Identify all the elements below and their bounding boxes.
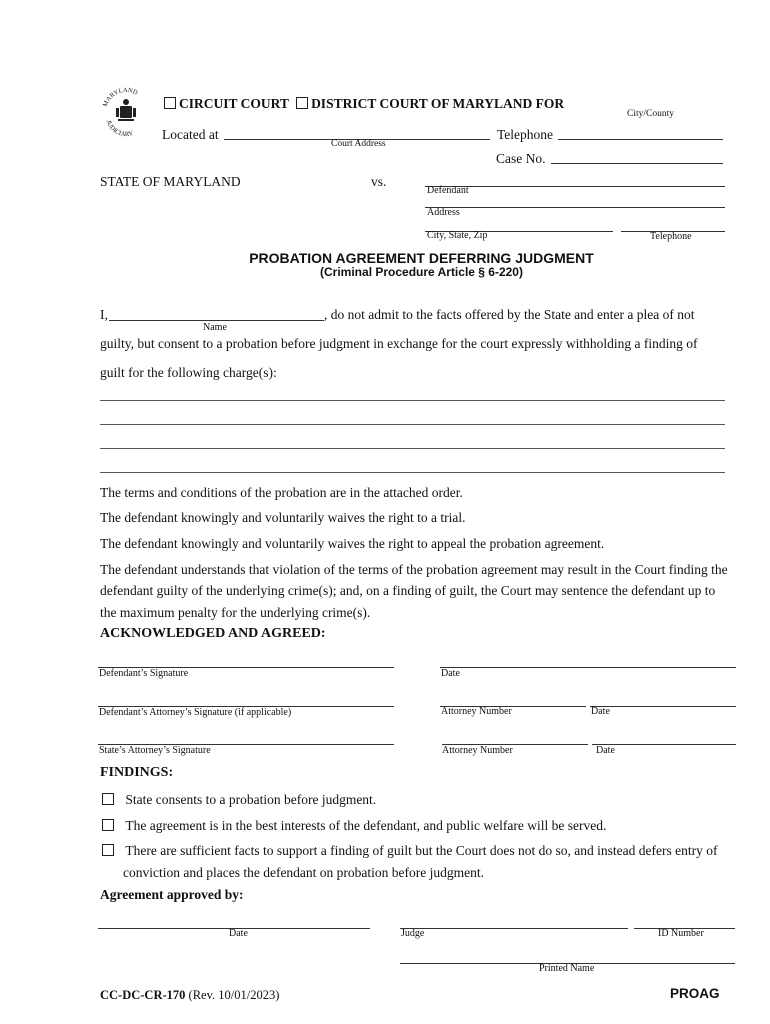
acknowledged-heading: ACKNOWLEDGED AND AGREED: xyxy=(100,626,326,641)
finding-2 xyxy=(102,818,606,834)
circuit-court-label: CIRCUIT COURT xyxy=(179,96,289,111)
court-selection xyxy=(164,96,564,112)
states-attorney-number-caption: Attorney Number xyxy=(442,745,513,756)
address-caption: Address xyxy=(427,207,460,218)
finding-1 xyxy=(102,792,376,808)
terms-text: The terms and conditions of the probation are in the attached order. xyxy=(100,485,463,500)
charge-line-4[interactable] xyxy=(100,472,725,473)
understands-line-1: The defendant understands that violation of the terms of the probation agreement may result in the Court finding the xyxy=(100,562,728,577)
body-line-3: guilt for the following charge(s): xyxy=(100,365,277,380)
i-label: I, xyxy=(100,307,108,322)
form-number: CC-DC-CR-170 xyxy=(100,988,186,1002)
charge-line-2[interactable] xyxy=(100,424,725,425)
city-state-zip-caption: City, State, Zip xyxy=(427,230,488,241)
finding-3-text-line-2: conviction and places the defendant on probation before judgment. xyxy=(123,865,485,880)
attorney-date-field[interactable] xyxy=(590,706,736,707)
defendant-date-field[interactable] xyxy=(440,667,736,668)
states-attorney-date-caption: Date xyxy=(596,745,615,756)
approval-date-caption: Date xyxy=(229,928,248,939)
finding-3 xyxy=(102,843,717,859)
form-subtitle: (Criminal Procedure Article § 6-220) xyxy=(320,265,523,279)
name-caption: Name xyxy=(203,322,227,333)
svg-text:MARYLAND: MARYLAND xyxy=(101,86,139,108)
charge-line-3[interactable] xyxy=(100,448,725,449)
attorney-signature-caption: Defendant’s Attorney’s Signature (if applicable) xyxy=(99,707,292,718)
circuit-court-checkbox[interactable] xyxy=(164,97,176,109)
district-court-label: DISTRICT COURT OF MARYLAND FOR xyxy=(311,96,565,111)
court-telephone-field[interactable] xyxy=(558,139,723,140)
findings-heading: FINDINGS: xyxy=(100,765,174,780)
approved-by-label: Agreement approved by: xyxy=(100,887,244,902)
finding-2-text: The agreement is in the best interests of the defendant, and public welfare will be served. xyxy=(125,818,607,833)
address-field[interactable] xyxy=(425,207,725,208)
judge-caption: Judge xyxy=(401,928,425,939)
state-of-maryland: STATE OF MARYLAND xyxy=(100,174,241,189)
attorney-number-caption: Attorney Number xyxy=(441,706,512,717)
finding-3-text-line-1: There are sufficient facts to support a finding of guilt but the Court does not do so, and instead defers entry of xyxy=(125,843,718,858)
understands-line-2: defendant guilty of the underlying crime(s); and, on a finding of guilt, the Court may sentence the defendant up to xyxy=(100,583,716,598)
defendant-caption: Defendant xyxy=(427,185,469,196)
defendant-signature-caption: Defendant’s Signature xyxy=(99,668,189,679)
printed-name-caption: Printed Name xyxy=(539,963,595,974)
finding-1-checkbox[interactable] xyxy=(102,793,114,805)
defendant-telephone-caption: Telephone xyxy=(650,231,692,242)
case-no-label: Case No. xyxy=(496,151,546,166)
vs-label: vs. xyxy=(371,174,387,189)
form-code: PROAG xyxy=(670,986,720,1001)
defendant-date-caption: Date xyxy=(441,668,460,679)
maryland-judiciary-seal xyxy=(98,82,154,142)
charge-line-1[interactable] xyxy=(100,400,725,401)
form-number-line xyxy=(100,988,279,1003)
city-county-caption: City/County xyxy=(627,109,674,119)
id-number-caption: ID Number xyxy=(658,928,704,939)
located-at-label: Located at xyxy=(162,127,219,142)
body-line-2: guilty, but consent to a probation before judgment in exchange for the court expressly withholding a finding of xyxy=(100,336,698,351)
judge-signature-field[interactable] xyxy=(400,928,628,929)
defendant-field[interactable] xyxy=(425,186,725,187)
understands-line-3: the maximum penalty for the underlying crime(s). xyxy=(100,605,371,620)
finding-2-checkbox[interactable] xyxy=(102,819,114,831)
finding-1-text: State consents to a probation before judgment. xyxy=(125,792,377,807)
waive-trial-text: The defendant knowingly and voluntarily waives the right to a trial. xyxy=(100,510,466,525)
case-no-field[interactable] xyxy=(551,163,723,164)
form-title: PROBATION AGREEMENT DEFERRING JUDGMENT xyxy=(249,250,594,266)
district-court-checkbox[interactable] xyxy=(296,97,308,109)
telephone-label: Telephone xyxy=(497,127,554,142)
states-attorney-signature-caption: State’s Attorney’s Signature xyxy=(99,745,211,756)
finding-3-checkbox[interactable] xyxy=(102,844,114,856)
court-address-caption: Court Address xyxy=(331,139,386,149)
plea-text: , do not admit to the facts offered by the State and enter a plea of not xyxy=(324,307,695,322)
name-field[interactable] xyxy=(109,320,324,321)
svg-text:JUDICIARY: JUDICIARY xyxy=(104,119,135,139)
waive-appeal-text: The defendant knowingly and voluntarily waives the right to appeal the probation agreement. xyxy=(100,536,605,551)
attorney-date-caption: Date xyxy=(591,706,610,717)
form-revision: (Rev. 10/01/2023) xyxy=(188,988,280,1002)
